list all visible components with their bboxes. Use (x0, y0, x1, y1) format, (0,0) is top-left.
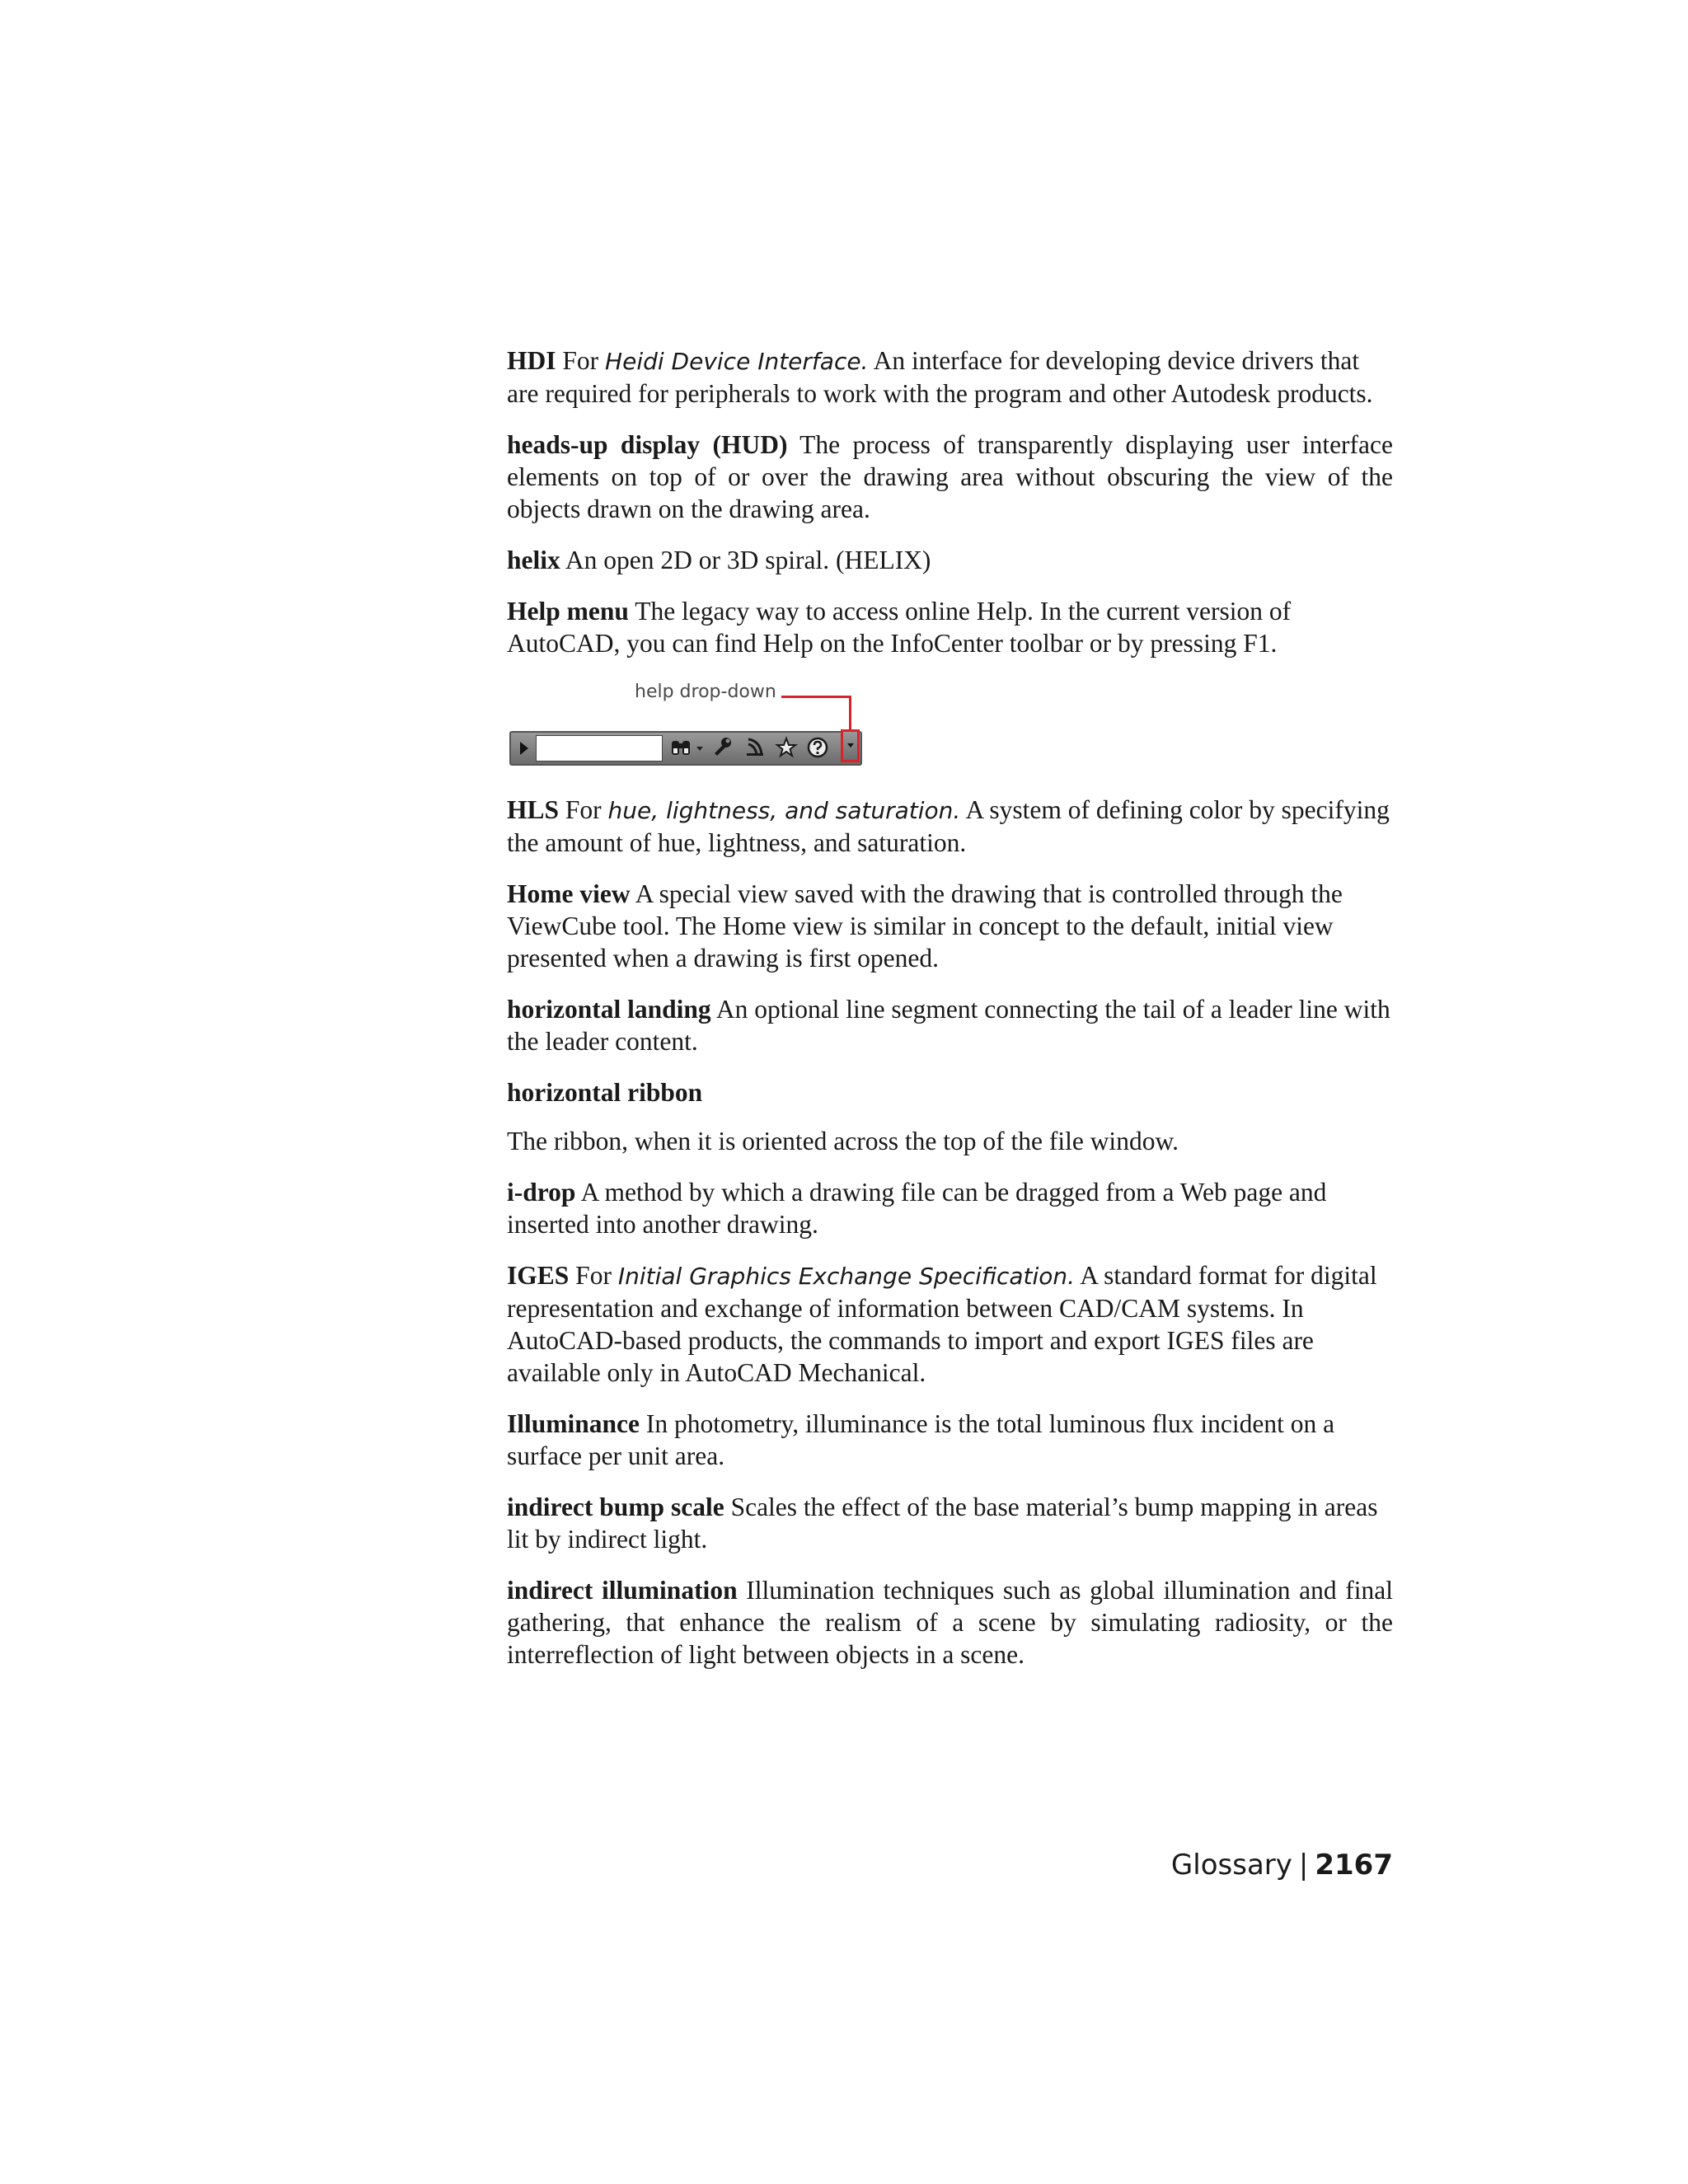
term: HLS (507, 795, 560, 824)
entry-iges (507, 1259, 1393, 1389)
glossary-content (507, 344, 1393, 1690)
section-name: Glossary (1170, 1849, 1292, 1882)
binoculars-icon[interactable] (668, 736, 694, 761)
help-icon[interactable] (804, 736, 831, 761)
term: indirect bump scale (507, 1493, 724, 1521)
term: helix (507, 546, 560, 574)
term: horizontal ribbon (507, 1078, 703, 1107)
entry-indirect-illumination (507, 1574, 1393, 1671)
callout-label: help drop-down (635, 682, 776, 702)
definition: The legacy way to access online Help. In the current version of AutoCAD, you can find Help on the InfoCenter toolbar or by pressing F1. (507, 597, 1292, 658)
entry-helix (507, 544, 1393, 576)
entry-home-view (507, 878, 1393, 974)
infocenter-toolbar (509, 731, 862, 766)
chevron-down-icon (847, 743, 854, 748)
definition: A method by which a drawing file can be dragged from a Web page and inserted into another drawing. (507, 1178, 1327, 1239)
definition: A system of defining color by specifying the amount of hue, lightness, and saturation. (507, 795, 1390, 857)
page-number: 2167 (1315, 1849, 1393, 1882)
expansion: Initial Graphics Exchange Specification. (617, 1263, 1076, 1290)
entry-hls (507, 794, 1393, 859)
definition: The process of transparently displaying user interface elements on top of or over the drawing area without obscuring the view of the objects drawn on the drawing area. (507, 430, 1393, 523)
term: Illuminance (507, 1409, 640, 1438)
expand-arrow-icon[interactable] (520, 742, 528, 755)
search-input[interactable] (536, 735, 663, 762)
entry-hud (507, 429, 1393, 525)
definition-lead: For (569, 1261, 618, 1290)
expansion: Heidi Device Interface. (605, 348, 869, 375)
definition: An interface for developing device drivers that are required for peripherals to work with the program and other Autodesk products. (507, 346, 1373, 408)
infocenter-toolbar-figure (507, 678, 919, 769)
entry-horizontal-ribbon (507, 1076, 1393, 1108)
entry-horizontal-ribbon-definition (507, 1125, 1393, 1157)
definition: The ribbon, when it is oriented across the top of the file window. (507, 1127, 1179, 1155)
term: horizontal landing (507, 995, 711, 1024)
callout-leader (781, 696, 851, 698)
definition-lead: For (556, 346, 606, 375)
page-footer (1071, 1849, 1393, 1882)
entry-indirect-bump-scale (507, 1491, 1393, 1555)
definition: Scales the effect of the base material’s bump mapping in areas lit by indirect light. (507, 1493, 1378, 1554)
callout-leader-vertical (849, 696, 851, 733)
definition: In photometry, illuminance is the total luminous flux incident on a surface per unit area. (507, 1409, 1335, 1470)
wrench-icon[interactable] (709, 736, 735, 761)
term: IGES (507, 1261, 570, 1290)
term: HDI (507, 346, 556, 375)
star-icon[interactable] (773, 736, 799, 761)
definition: A special view saved with the drawing that is controlled through the ViewCube tool. The Home view is similar in concept to the default, initial view presented when a drawing is first opened. (507, 879, 1343, 972)
definition: Illumination techniques such as global illumination and final gathering, that enhance the realism of a scene by simulating radiosity, or the interreflection of light between objects in a scene. (507, 1576, 1393, 1669)
definition: A standard format for digital representation and exchange of information between CAD/CAM systems. In AutoCAD-based products, the commands to import and export IGES files are available only in AutoCAD Mechanical. (507, 1261, 1377, 1387)
expansion: hue, lightness, and saturation. (607, 797, 961, 824)
entry-hdi (507, 344, 1393, 410)
definition-lead: For (559, 795, 608, 824)
search-options-chevron-icon[interactable] (696, 747, 703, 751)
term: Home view (507, 879, 631, 908)
entry-illuminance (507, 1408, 1393, 1472)
definition: An open 2D or 3D spiral. (HELIX) (560, 546, 931, 574)
entry-i-drop (507, 1176, 1393, 1240)
term: indirect illumination (507, 1576, 738, 1605)
entry-horizontal-landing (507, 993, 1393, 1057)
help-dropdown-button[interactable] (841, 729, 860, 762)
definition: An optional line segment connecting the tail of a leader line with the leader content. (507, 995, 1390, 1056)
footer-separator: | (1298, 1849, 1309, 1882)
term: heads-up display (HUD) (507, 430, 788, 459)
term: Help menu (507, 597, 629, 626)
term: i-drop (507, 1178, 576, 1207)
entry-help-menu (507, 595, 1393, 659)
satellite-icon[interactable] (742, 736, 768, 761)
